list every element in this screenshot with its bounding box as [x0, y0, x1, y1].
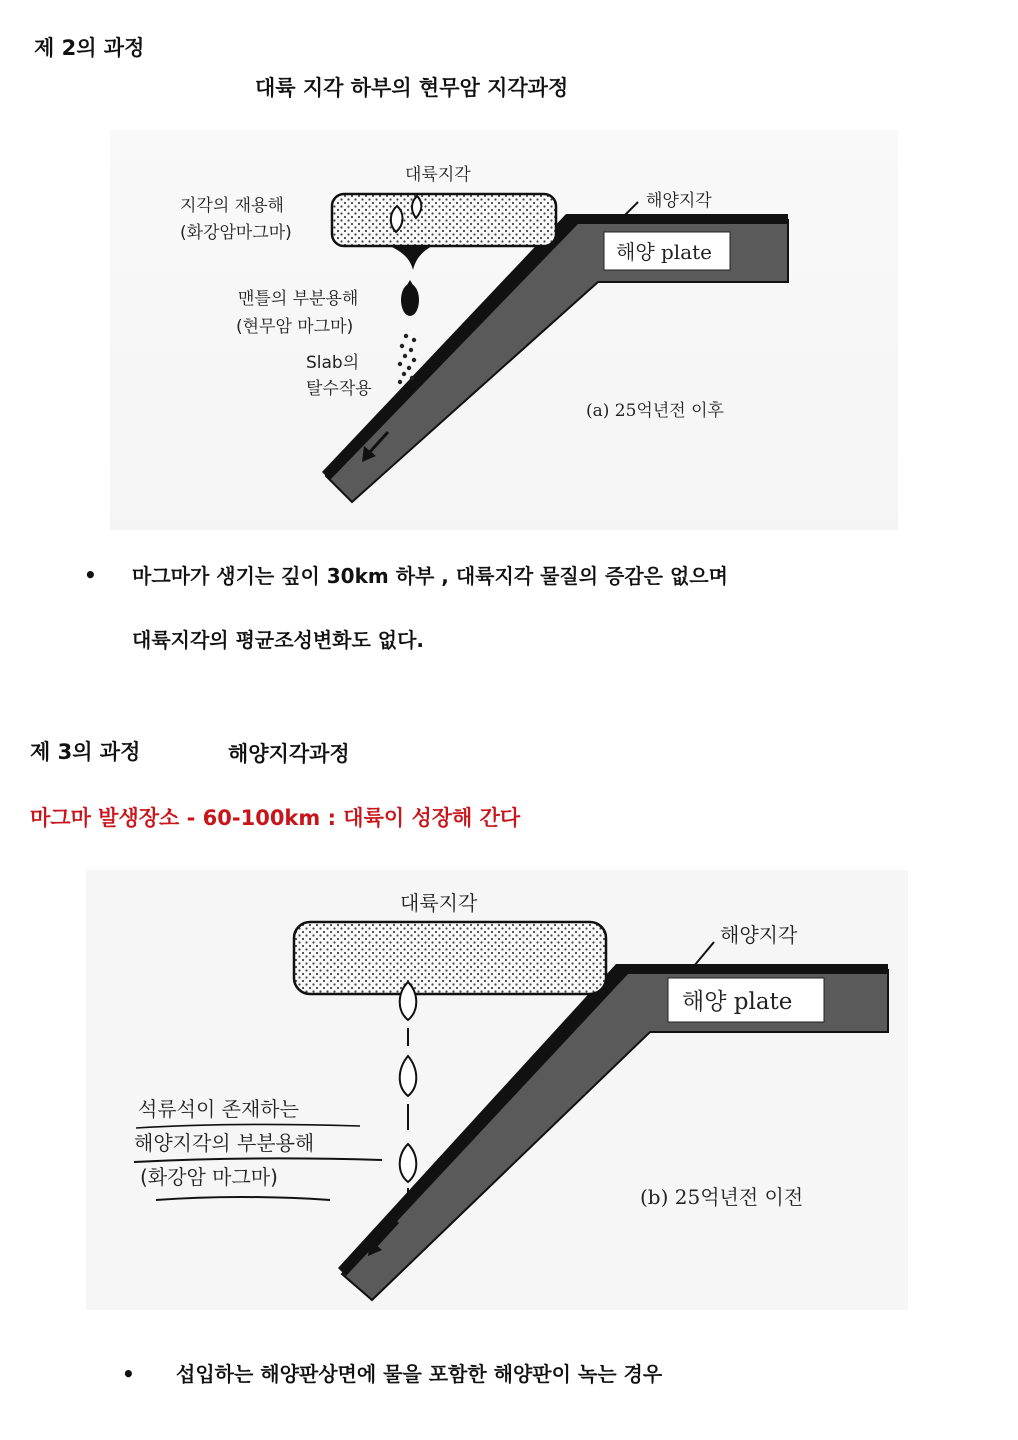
bullet-symbol: • [122, 1362, 135, 1386]
bullet-b-line1: 섭입하는 해양판상면에 물을 포함한 해양판이 녹는 경우 [176, 1362, 663, 1386]
slab-label-1: Slab의 [306, 353, 360, 373]
section3-heading: 제 3의 과정 [30, 740, 141, 764]
section3-title: 해양지각과정 [228, 742, 350, 766]
section2-heading: 제 2의 과정 [34, 36, 145, 60]
section3-red-note: 마그마 발생장소 - 60-100km : 대륙이 성장해 간다 [30, 806, 521, 830]
mantle-label-2: (현무암 마그마) [236, 317, 354, 337]
continental-crust-label: 대륙지각 [400, 891, 478, 915]
slab-label-2: 탈수작용 [306, 379, 372, 399]
melt-label-1: 석류석이 존재하는 [138, 1097, 299, 1121]
figure-b-caption: (b) 25억년전 이전 [640, 1185, 804, 1209]
remelt-label-2: (화강암마그마) [180, 223, 292, 243]
oceanic-crust-label: 해양지각 [720, 923, 798, 947]
ocean-plate-label: 해양 plate [616, 240, 712, 264]
continental-crust-block [294, 922, 606, 994]
oceanic-crust-label: 해양지각 [646, 191, 712, 211]
bullet-a-line2: 대륙지각의 평균조성변화도 없다. [132, 628, 425, 652]
figure-a-caption: (a) 25억년전 이후 [586, 401, 724, 421]
figure-b [0, 860, 1018, 1320]
ocean-plate-label: 해양 plate [682, 989, 793, 1015]
melt-label-2: 해양지각의 부분용해 [134, 1131, 315, 1155]
figure-a [0, 110, 1018, 550]
bullet-symbol: • [84, 563, 97, 587]
bullet-a-line1: 마그마가 생기는 깊이 30km 하부 , 대륙지각 물질의 증감은 없으며 [132, 564, 728, 588]
continental-crust-block [332, 194, 556, 246]
section2-subtitle: 대륙 지각 하부의 현무암 지각과정 [255, 76, 569, 100]
melt-label-3: (화강암 마그마) [140, 1165, 278, 1189]
mantle-label-1: 맨틀의 부분용해 [238, 289, 359, 309]
continental-crust-label: 대륙지각 [405, 165, 471, 185]
remelt-label-1: 지각의 재용해 [180, 196, 284, 216]
